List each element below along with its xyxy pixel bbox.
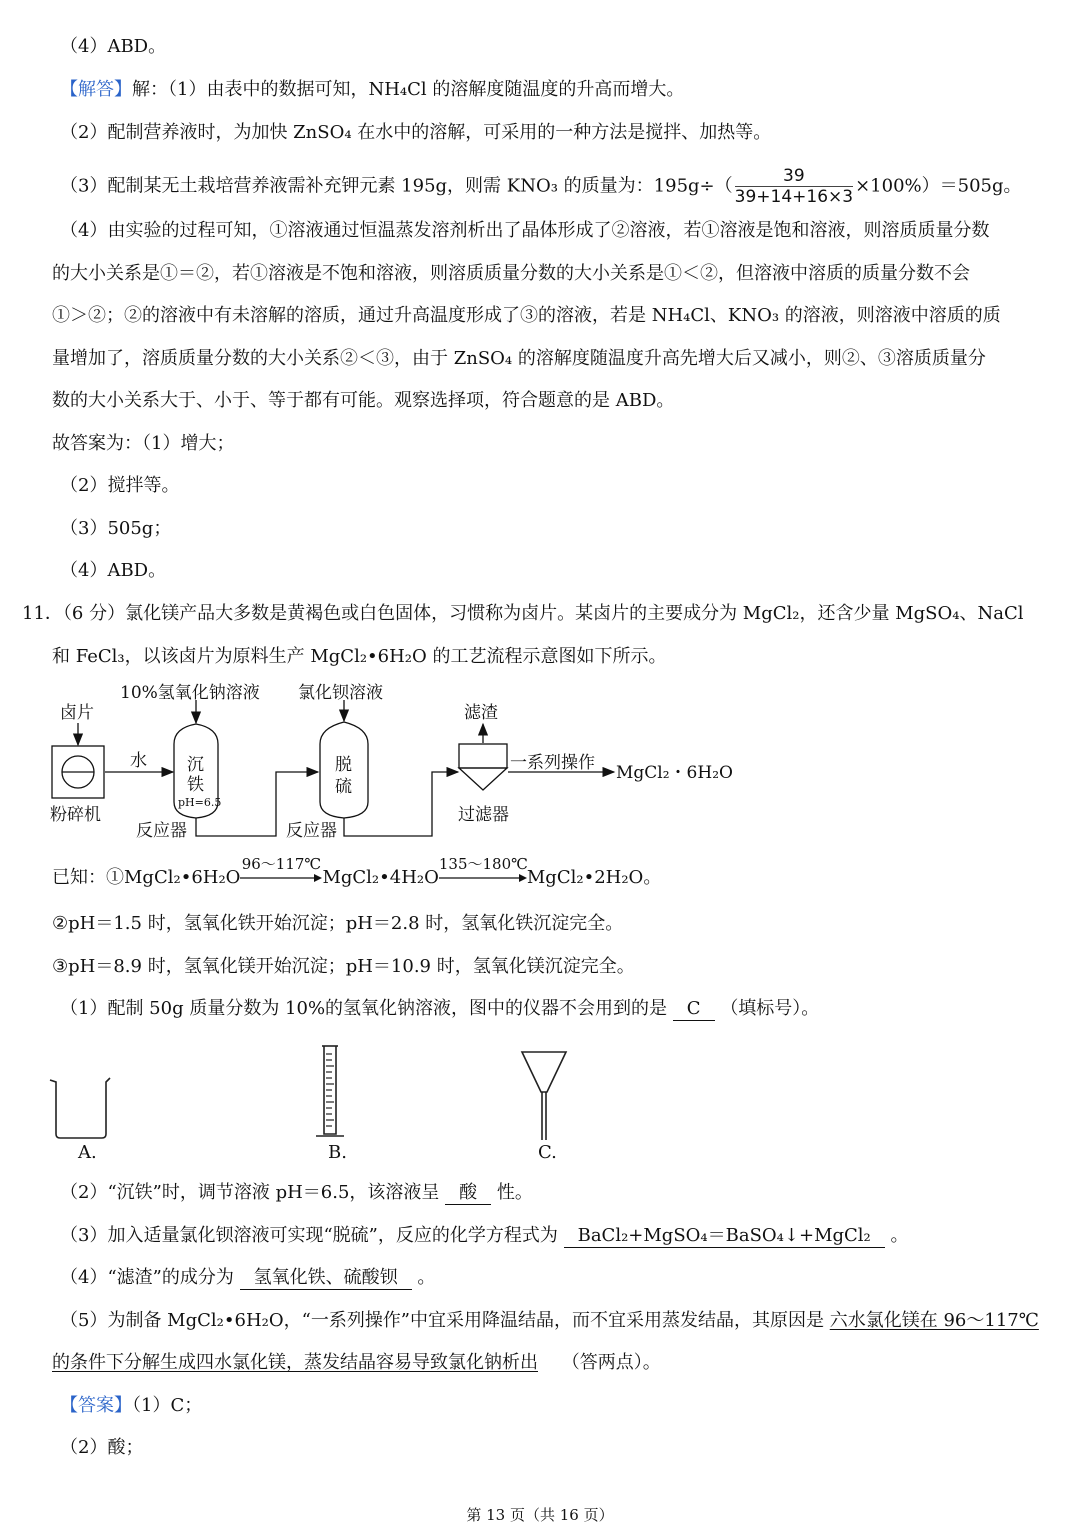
q2-answer: 酸 [445, 1182, 491, 1205]
apparatus-figure [40, 1040, 600, 1165]
filter-body [459, 744, 507, 768]
q4-text: （4）“滤渣”的成分为 [60, 1267, 234, 1288]
q4-answer: 氢氧化铁、硫酸钡 [240, 1267, 412, 1290]
q11-stem-line-2: 和 FeCl₃，以该卤片为原料生产 MgCl₂•6H₂O 的工艺流程示意图如下所示。 [52, 646, 667, 667]
fraction-denominator: 39+14+16×3 [734, 187, 854, 207]
solution-p4-line-3: ①＞②；②的溶液中有未溶解的溶质，通过升高温度形成了③的溶液，若是 NH₄Cl、KNO₃ 的溶液，则溶液中溶质的质 [52, 305, 1001, 326]
q1-text: （1）配制 50g 质量分数为 10%的氢氧化钠溶液，图中的仪器不会用到的是 [60, 998, 668, 1019]
label-a: A. [78, 1142, 97, 1163]
q2-suffix: 性。 [496, 1182, 533, 1203]
known-3: ③pH＝8.9 时，氢氧化镁开始沉淀；pH＝10.9 时，氢氧化镁沉淀完全。 [52, 956, 635, 977]
answer-summary-4: （4）ABD。 [60, 560, 167, 581]
q11-stem-line-1: 11．（6 分）氯化镁产品大多数是黄褐色或白色固体，习惯称为卤片。某卤片的主要成分为 MgCl₂，还含少量 MgSO₄、NaCl [22, 603, 1024, 624]
reactor1-ph: pH=6.5 [178, 796, 222, 809]
reactor2-char-2: 硫 [335, 777, 352, 797]
condition-2: 135～180℃ [438, 855, 528, 873]
solution-p4-line-4: 量增加了，溶质质量分数的大小关系②＜③，由于 ZnSO₄ 的溶解度随温度升高先增大后又减小，则②、③溶质质量分 [52, 348, 986, 369]
answer-1: （1）C； [132, 1395, 203, 1416]
solution-p4-line-5: 数的大小关系大于、小于、等于都有可能。观察选择项，符合题意的是 ABD。 [52, 390, 675, 411]
reactor2-label: 反应器 [286, 821, 337, 841]
page-footer: 第 13 页（共 16 页） [466, 1506, 614, 1524]
filter-label: 过滤器 [458, 805, 509, 825]
q4-suffix: 。 [417, 1267, 436, 1288]
known-1-start: 已知：①MgCl₂•6H₂O [52, 867, 241, 888]
answer-line-2: （2）酸； [60, 1437, 144, 1458]
reaction-arrow-1 [240, 855, 322, 890]
condition-1: 96～117℃ [241, 855, 322, 873]
solution-tag: 【解答】 [60, 79, 132, 100]
prev-answer-line-1: （4）ABD。 [60, 36, 167, 57]
q2-line [60, 1181, 533, 1205]
known-1 [52, 855, 1054, 890]
solution-p4-line-1: （4）由实验的过程可知，①溶液通过恒温蒸发溶剂析出了晶体形成了②溶液，若①溶液是饱和溶液，则溶质质量分数 [60, 220, 990, 241]
funnel-icon [522, 1052, 566, 1140]
known-1-end: MgCl₂•2H₂O。 [526, 867, 662, 888]
solution-p4-line-2: 的大小关系是①＝②，若①溶液是不饱和溶液，则溶质质量分数的大小关系是①＜②，但溶液中溶质的质量分数不会 [52, 263, 970, 284]
q3-suffix: 。 [890, 1225, 909, 1246]
answer-tag: 【答案】 [60, 1395, 132, 1416]
q5-answer-part-2: 的条件下分解生成四水氯化镁，蒸发结晶容易导致氯化钠析出 [52, 1352, 538, 1373]
q1-line [60, 997, 819, 1021]
q4-line [60, 1266, 435, 1290]
reactor1-char-2: 铁 [187, 775, 204, 795]
reaction-arrow-2 [438, 855, 528, 890]
solution-line-1 [60, 78, 684, 102]
solution-line-2: （2）配制营养液时，为加快 ZnSO₄ 在水中的溶解，可采用的一种方法是搅拌、加热等。 [60, 122, 772, 143]
label-b: B. [328, 1142, 347, 1163]
known-2: ②pH＝1.5 时，氢氧化铁开始沉淀；pH＝2.8 时，氢氧化铁沉淀完全。 [52, 913, 624, 934]
process-flow-diagram [40, 678, 760, 848]
beaker-icon [50, 1078, 110, 1138]
q2-text: （2）“沉铁”时，调节溶液 pH＝6.5，该溶液呈 [60, 1182, 440, 1203]
reactor2-char-1: 脱 [335, 755, 352, 775]
bacl-label: 氯化钡溶液 [298, 683, 383, 703]
formula-fraction [735, 166, 853, 207]
formula-prefix: （3）配制某无土栽培营养液需补充钾元素 195g，则需 KNO₃ 的质量为：195g÷（ [60, 175, 733, 197]
answer-line-1 [60, 1394, 202, 1418]
answer-summary-2: （2）搅拌等。 [60, 475, 180, 496]
label-c: C. [538, 1142, 557, 1163]
q3-line [60, 1224, 909, 1248]
water-label: 水 [130, 751, 147, 771]
q5-line-2 [52, 1351, 1054, 1375]
solution-line-3 [60, 166, 1022, 207]
q3-answer: BaCl₂+MgSO₄＝BaSO₄↓+MgCl₂ [564, 1225, 885, 1248]
answer-summary-3: （3）505g； [60, 518, 172, 539]
known-1-middle: MgCl₂•4H₂O [322, 867, 439, 888]
answer-summary-1: 故答案为：（1）增大； [52, 433, 235, 454]
filter-cone [459, 768, 507, 790]
q5-answer-part-1: 六水氯化镁在 96～117℃ [829, 1310, 1039, 1331]
product-label: MgCl₂・6H₂O [616, 763, 733, 783]
ops-label: 一系列操作 [510, 753, 595, 773]
fraction-numerator: 39 [735, 166, 853, 187]
pipe-2 [344, 772, 458, 836]
naoh-label: 10%氢氧化钠溶液 [120, 683, 260, 703]
q5-suffix: （答两点）。 [561, 1352, 661, 1373]
q3-text: （3）加入适量氯化钡溶液可实现“脱硫”，反应的化学方程式为 [60, 1225, 558, 1246]
crusher-label: 粉碎机 [50, 805, 101, 825]
q5-text: （5）为制备 MgCl₂•6H₂O，“一系列操作”中宜采用降温结晶，而不宜采用蒸发结晶，其原因是 [60, 1310, 825, 1331]
residue-label: 滤渣 [464, 703, 498, 723]
solution-text: 解：（1）由表中的数据可知，NH₄Cl 的溶解度随温度的升高而增大。 [132, 79, 685, 100]
reactor1-char-1: 沉 [187, 755, 204, 775]
formula-suffix: ×100%）＝505g。 [855, 175, 1022, 197]
q1-answer: C [673, 998, 715, 1021]
q1-suffix: （填标号）。 [720, 998, 820, 1019]
halide-label: 卤片 [60, 703, 94, 723]
graduated-cylinder-icon [316, 1046, 344, 1136]
q5-line-1 [60, 1309, 1039, 1333]
reactor1-label: 反应器 [136, 821, 187, 841]
